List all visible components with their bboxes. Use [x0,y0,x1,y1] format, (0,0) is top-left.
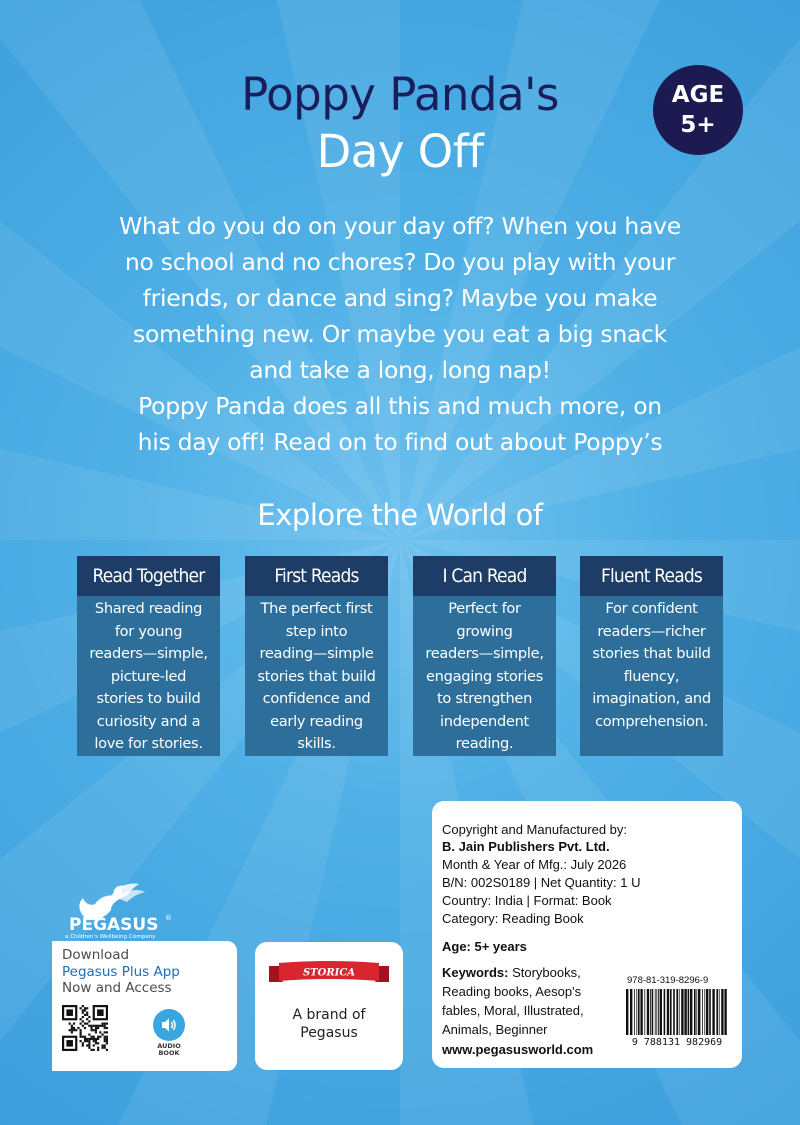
publisher-name: B. Jain Publishers Pvt. Ltd. [442,839,610,854]
qr-module [95,1031,97,1033]
qr-module [86,1014,88,1016]
qr-module [75,1029,77,1031]
series-card-fluent-reads [580,556,723,756]
download-line-1: Download [62,947,130,963]
series-card-description [245,596,388,756]
series-card-line: skills. [297,735,336,752]
barcode-bar [656,989,657,1035]
qr-module [80,1040,82,1042]
qr-module [84,1023,86,1025]
qr-module [104,1025,106,1027]
qr-module [73,1027,75,1029]
barcode-bar [658,989,659,1035]
barcode-bar [664,989,666,1035]
series-card-title: Read Together [77,556,220,596]
series-card-title: First Reads [245,556,388,596]
barcode-bar [690,989,692,1035]
qr-module [101,1033,103,1035]
qr-module [104,1036,106,1038]
qr-module [95,1040,97,1042]
barcode-bar [650,989,651,1035]
age-badge-value: 5+ [680,112,716,138]
age-line: Age: 5+ years [442,939,527,954]
series-card-line: fluency, [623,667,680,685]
explore-heading: Explore the World of [257,498,543,532]
qr-module [69,1023,71,1025]
age-badge [653,65,743,155]
qr-module [86,1018,88,1020]
qr-module [80,1007,82,1009]
qr-module [97,1036,99,1038]
barcode-bar [716,989,718,1035]
blurb-line: his day off! Read on to find out about Poppy’s [137,428,663,456]
qr-module [88,1033,90,1035]
qr-module [101,1025,103,1027]
speaker-glyph-icon [159,1015,179,1035]
qr-module [90,1029,92,1031]
qr-module [95,1027,97,1029]
barcode-bar [684,989,686,1035]
registered-mark: ® [165,914,172,922]
barcode-bar [704,989,705,1035]
age-badge-label: AGE [671,82,725,108]
qr-module [106,1023,108,1025]
blurb-line: something new. Or maybe you eat a big snack [133,320,667,348]
qr-module [82,1009,84,1011]
qr-finder [66,1009,73,1016]
barcode-bar [721,989,723,1035]
qr-module [86,1040,88,1042]
qr-module [97,1027,99,1029]
barcode-bar [712,989,714,1035]
qr-module [82,1044,84,1046]
barcode-bar [673,989,675,1035]
series-card-line: reading. [455,735,514,752]
series-card-line: engaging stories [426,667,543,685]
barcode-bar [719,989,720,1035]
isbn-number: 978-81-319-8296-9 [627,975,709,986]
barcode-bar [667,989,669,1035]
barcode-bars [626,989,727,1035]
book-title-line-2: Day Off [316,125,484,178]
barcode-icon [622,975,732,1047]
qr-module [95,1025,97,1027]
download-app-name: Pegasus Plus App [62,963,180,980]
audio-label-line: BOOK [158,1049,180,1057]
qr-module [88,1020,90,1022]
qr-module [104,1047,106,1049]
qr-module [84,1038,86,1040]
qr-module [90,1038,92,1040]
barcode-bar [634,989,635,1035]
qr-module [95,1029,97,1031]
audio-label-line: AUDIO [157,1042,181,1050]
keywords-line-2: Reading books, Aesop's [442,984,582,999]
qr-module [90,1036,92,1038]
series-card-line: stories that build [592,645,711,662]
barcode-bar [709,989,711,1035]
qr-module [95,1038,97,1040]
series-card-line: readers—richer [597,622,706,640]
qr-module [104,1031,106,1033]
qr-module [84,1040,86,1042]
series-card-line: picture-led [110,667,187,685]
series-card-line: Shared reading [94,600,203,617]
qr-module [93,1029,95,1031]
qr-module [88,1040,90,1042]
qr-module [77,1027,79,1029]
qr-module [88,1038,90,1040]
qr-module [104,1040,106,1042]
barcode-bar [640,989,642,1035]
storica-brand-panel [255,942,403,1070]
series-card-line: Perfect for [448,600,521,617]
qr-module [106,1027,108,1029]
qr-module [82,1042,84,1044]
qr-module [82,1012,84,1014]
storica-tag-line: A brand of [292,1007,366,1023]
series-card-line: stories that build [257,667,376,685]
storica-tagline [255,1006,403,1042]
qr-module [69,1029,71,1031]
qr-code-icon[interactable] [62,1005,108,1051]
qr-module [84,1014,86,1016]
series-card-line: to strengthen [436,690,533,707]
copyright-line: Copyright and Manufactured by: [442,822,627,837]
qr-module [99,1025,101,1027]
series-card-line: for young [114,622,183,640]
qr-module [71,1025,73,1027]
barcode-bar [670,989,672,1035]
qr-module [80,1029,82,1031]
qr-module [93,1044,95,1046]
barcode-bar [688,989,690,1035]
qr-module [93,1025,95,1027]
barcode-bar [630,989,632,1035]
series-card-title: I Can Read [413,556,556,596]
qr-module [86,1007,88,1009]
blurb-line: Poppy Panda does all this and much more, on [138,392,662,420]
qr-module [80,1023,82,1025]
qr-module [97,1038,99,1040]
pegasus-brand-name: PEGASUS [69,915,159,935]
series-card-description [413,596,556,756]
barcode-bar [660,989,662,1035]
category-line: Category: Reading Book [442,911,584,926]
qr-module [86,1012,88,1014]
qr-module [71,1027,73,1029]
blurb-line: What do you do on your day off? When you have [119,212,681,240]
qr-module [80,1018,82,1020]
qr-finder [66,1040,73,1047]
qr-module [80,1031,82,1033]
qr-module [93,1049,95,1051]
barcode-bar [679,989,680,1035]
series-card-line: For confident [605,600,698,617]
blurb-line: friends, or dance and sing? Maybe you make [142,284,658,312]
book-title-line-1: Poppy Panda's [241,68,559,121]
barcode-digits: 9 788131 982969 [631,1037,723,1047]
series-card-read-together [77,556,220,756]
barcode-bar [655,989,656,1035]
qr-module [93,1036,95,1038]
qr-finder [97,1009,104,1016]
barcode-bar [638,989,640,1035]
qr-module [71,1031,73,1033]
keywords-text: Storybooks, [508,965,581,980]
qr-module [106,1042,108,1044]
qr-module [84,1027,86,1029]
mfg-date: Month & Year of Mfg.: July 2026 [442,857,627,872]
qr-module [80,1033,82,1035]
qr-module [88,1042,90,1044]
barcode-bar [676,989,678,1035]
download-app-text [62,947,180,997]
blurb-line: no school and no chores? Do you play with your [124,248,676,276]
series-card-line: stories to build [96,690,201,707]
series-card-description [77,596,220,756]
qr-module [86,1038,88,1040]
pegasus-logo [55,880,200,942]
qr-module [82,1016,84,1018]
series-card-line: step into [285,622,348,640]
series-card-line: curiosity and a [96,712,201,730]
barcode-bar [652,989,654,1035]
download-app-panel [52,941,237,1071]
qr-module [71,1029,73,1031]
qr-module [106,1040,108,1042]
qr-module [84,1007,86,1009]
qr-module [86,1023,88,1025]
qr-module [97,1047,99,1049]
blurb-line: and take a long, long nap! [249,356,551,384]
qr-module [90,1025,92,1027]
batch-number: B/N: 002S0189 | Net Quantity: 1 U [442,875,641,890]
qr-module [104,1027,106,1029]
barcode-bar [698,989,700,1035]
qr-module [95,1042,97,1044]
qr-module [90,1027,92,1029]
qr-module [101,1023,103,1025]
qr-module [82,1025,84,1027]
qr-module [88,1044,90,1046]
audio-book-label [149,1043,189,1057]
qr-module [101,1044,103,1046]
pegasus-tagline: a Children's Wellbeing Company [65,934,156,940]
qr-module [101,1047,103,1049]
keywords-line-1 [442,965,581,980]
series-card-first-reads [245,556,388,756]
barcode-bar [644,989,645,1035]
qr-module [84,1009,86,1011]
blurb [60,208,740,460]
barcode-bar [706,989,708,1035]
barcode-bar [702,989,703,1035]
storica-ribbon-text: STORICA [302,967,356,979]
storica-tag-line: Pegasus [300,1025,358,1041]
barcode-bar [681,989,683,1035]
series-card-line: growing [456,622,513,640]
qr-module [93,1038,95,1040]
storica-ribbon-logo [269,960,389,988]
series-card-line: readers—simple, [89,645,208,662]
qr-module [106,1049,108,1051]
barcode-bar [724,989,726,1035]
publisher-info-panel [432,801,742,1068]
qr-module [86,1044,88,1046]
series-card-line: readers—simple, [425,645,544,662]
keywords-line-4: Animals, Beginner [442,1022,548,1037]
series-card-line: The perfect first [260,600,373,617]
series-card-line: independent [440,712,529,730]
series-card-line: imagination, and [592,690,711,707]
barcode-bar [694,989,696,1035]
qr-module [104,1023,106,1025]
series-card-line: love for stories. [94,735,203,752]
country-format: Country: India | Format: Book [442,893,612,908]
qr-module [88,1025,90,1027]
series-card-line: comprehension. [595,712,708,730]
series-card-description [580,596,723,733]
series-card-title: Fluent Reads [580,556,723,596]
qr-module [104,1038,106,1040]
qr-module [104,1044,106,1046]
series-card-line: confidence and [262,690,371,707]
qr-module [82,1020,84,1022]
qr-module [88,1016,90,1018]
qr-module [93,1040,95,1042]
qr-module [82,1036,84,1038]
qr-module [73,1023,75,1025]
barcode-bar [636,989,637,1035]
qr-module [99,1036,101,1038]
qr-module [97,1049,99,1051]
qr-module [97,1025,99,1027]
qr-module [99,1031,101,1033]
qr-module [88,1047,90,1049]
series-card-i-can-read [413,556,556,756]
qr-module [106,1031,108,1033]
keywords-label: Keywords: [442,965,509,980]
barcode-bar [696,989,697,1035]
qr-module [106,1036,108,1038]
website-link[interactable]: www.pegasusworld.com [442,1042,594,1057]
qr-module [97,1042,99,1044]
qr-module [80,1036,82,1038]
series-card-line: early reading [270,712,363,730]
audio-speaker-icon[interactable] [153,1009,185,1041]
qr-module [84,1036,86,1038]
qr-module [73,1029,75,1031]
qr-module [82,1005,84,1007]
download-line-3: Now and Access [62,980,172,996]
qr-module [90,1049,92,1051]
keywords-line-3: fables, Moral, Illustrated, [442,1003,584,1018]
barcode-bar [647,989,649,1035]
series-card-line: reading—simple [259,645,374,662]
qr-module [106,1038,108,1040]
barcode-bar [626,989,628,1035]
